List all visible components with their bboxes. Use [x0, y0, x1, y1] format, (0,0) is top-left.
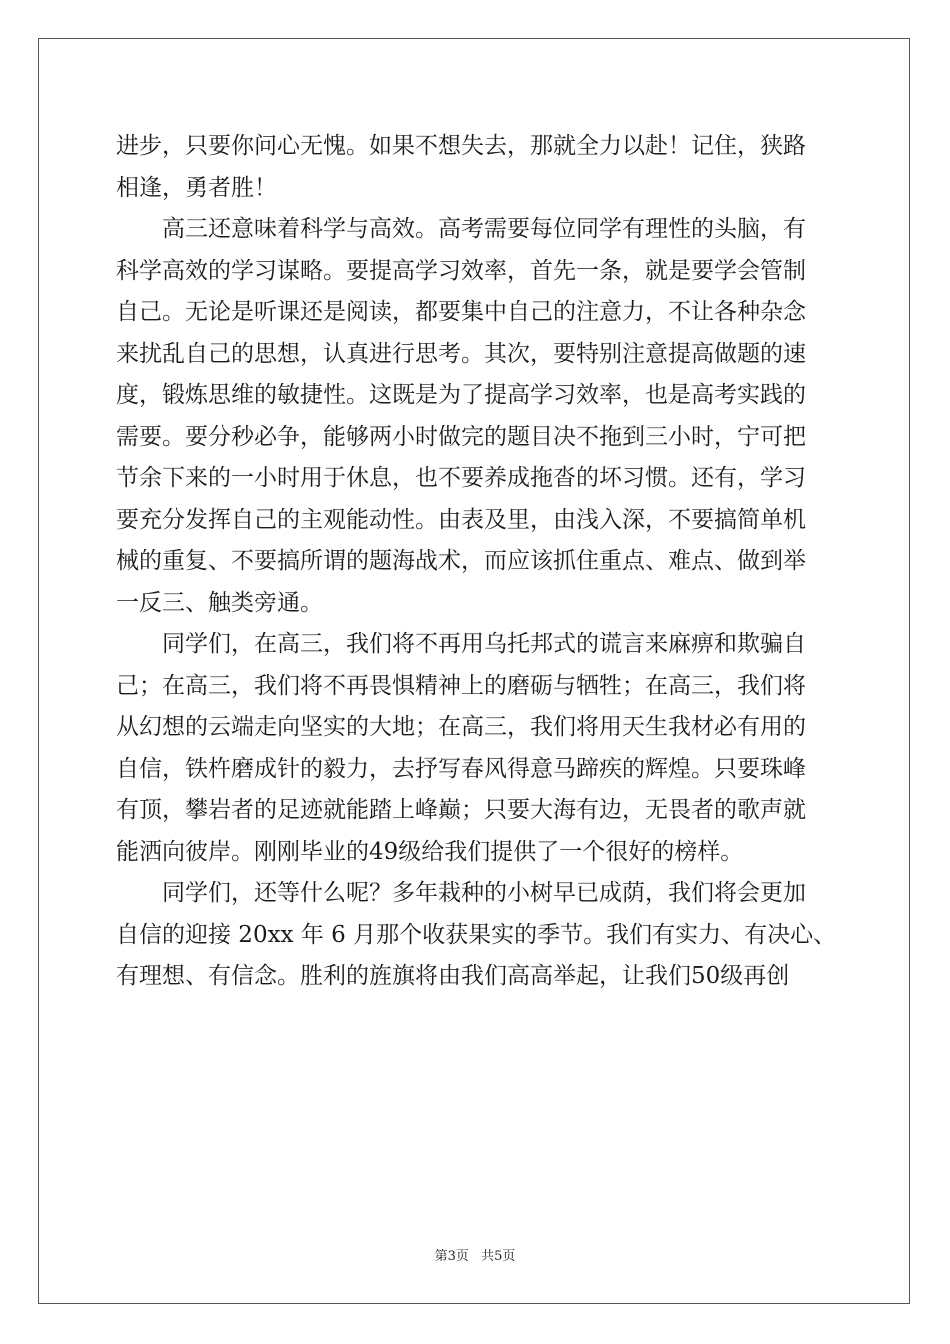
text-line: 己；在高三，我们将不再畏惧精神上的磨砺与牺牲；在高三，我们将 [116, 672, 806, 699]
text-line: 节余下来的一小时用于休息，也不要养成拖沓的坏习惯。还有，学习 [116, 465, 806, 491]
text-line: 科学高效的学习谋略。要提高学习效率，首先一条，就是要学会管制 [116, 257, 806, 284]
text-line: 自信的迎接 20xx 年 6 月那个收获果实的季节。我们有实力、有决心、 [116, 921, 837, 948]
text-line: 度，锻炼思维的敏捷性。这既是为了提高学习效率，也是高考实践的 [116, 382, 806, 408]
text-line: 能洒向彼岸。刚刚毕业的49级给我们提供了一个很好的榜样。 [116, 838, 744, 865]
text-line: 高三还意味着科学与高效。高考需要每位同学有理性的头脑，有 [116, 216, 806, 242]
text-line: 有顶，攀岩者的足迹就能踏上峰巅；只要大海有边，无畏者的歌声就 [116, 797, 806, 823]
page-number: 第3页 [434, 1249, 469, 1264]
text-line: 同学们，在高三，我们将不再用乌托邦式的谎言来麻痹和欺骗自 [116, 631, 806, 657]
text-line: 同学们，还等什么呢？多年栽种的小树早已成荫，我们将会更加 [116, 880, 806, 906]
page-total: 共5页 [481, 1249, 516, 1264]
text-line: 相逢，勇者胜！ [116, 174, 277, 201]
text-line: 需要。要分秒必争，能够两小时做完的题目决不拖到三小时，宁可把 [116, 423, 806, 450]
text-line: 从幻想的云端走向坚实的大地；在高三，我们将用天生我材必有用的 [116, 714, 806, 740]
text-line: 要充分发挥自己的主观能动性。由表及里，由浅入深，不要搞简单机 [116, 506, 806, 533]
text-line: 来扰乱自己的思想，认真进行思考。其次，要特别注意提高做题的速 [116, 340, 806, 367]
text-line: 械的重复、不要搞所谓的题海战术，而应该抓住重点、难点、做到举 [116, 548, 806, 574]
text-line: 进步，只要你问心无愧。如果不想失去，那就全力以赴！记住，狭路 [116, 133, 806, 159]
text-line: 自信，铁杵磨成针的毅力，去抒写春风得意马蹄疾的辉煌。只要珠峰 [116, 755, 806, 782]
text-line: 自己。无论是听课还是阅读，都要集中自己的注意力，不让各种杂念 [116, 299, 806, 325]
text-line: 一反三、触类旁通。 [116, 589, 323, 616]
document-body [116, 126, 836, 998]
page-footer [0, 1245, 950, 1264]
text-line: 有理想、有信念。胜利的旌旗将由我们高高举起，让我们50级再创 [116, 963, 790, 989]
